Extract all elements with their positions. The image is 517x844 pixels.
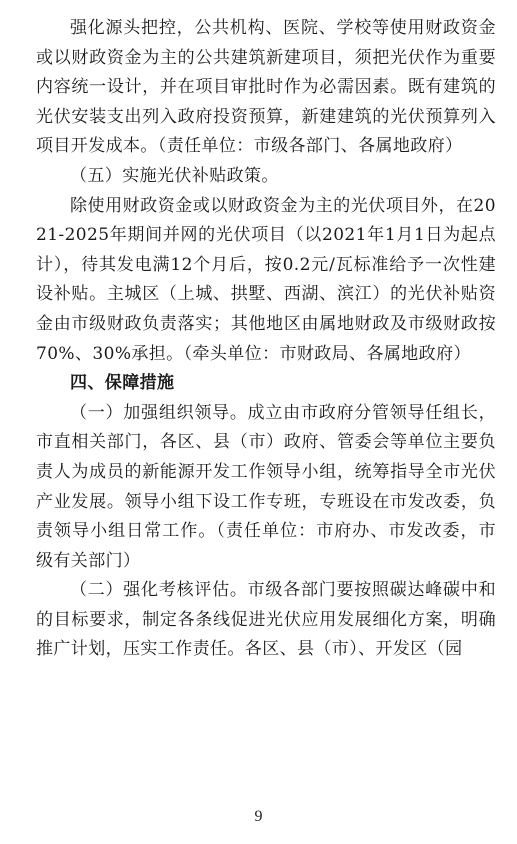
section-heading-solar-subsidy: （五）实施光伏补贴政策。 [70, 165, 279, 186]
paragraph-subsidy-policy: 除使用财政资金或以财政资金为主的光伏项目外，在2021-2025年期间并网的光伏项目（以2021年1月1日为起点计），待其发电满12个月后，按0.2元/瓦标准给予一次性建设补贴。主城区（上城、拱墅、西湖、滨江）的光伏补贴资金由市级财政负责落实；其他地区由属地财政及市级财政按70%、30%承担。（牵头单位：市财政局、各属地政府） [36, 195, 496, 364]
paragraph-source-control: 强化源头把控，公共机构、医院、学校等使用财政资金或以财政资金为主的公共建筑新建项目，须把光伏作为重要内容统一设计，并在项目审批时作为必需因素。既有建筑的光伏安装支出列入政府投资预算，新建建筑的光伏预算列入项目开发成本。（责任单位：市级各部门、各属地政府） [36, 18, 496, 157]
page-number: 9 [254, 808, 263, 825]
document-body [36, 14, 496, 665]
paragraph-assessment-evaluation: （二）强化考核评估。市级各部门要按照碳达峰碳中和的目标要求，制定各条线促进光伏应用发展细化方案，明确推广计划，压实工作责任。各区、县（市）、开发区（园 [36, 580, 496, 660]
section-heading-safeguards: 四、保障措施 [70, 373, 175, 394]
paragraph-organization-leadership: （一）加强组织领导。成立由市政府分管领导任组长，市直相关部门，各区、县（市）政府、管委会等单位主要负责人为成员的新能源开发工作领导小组，统筹指导全市光伏产业发展。领导小组下设工作专班，专班设在市发改委，负责领导小组日常工作。（责任单位：市府办、市发改委，市级有关部门） [36, 402, 496, 571]
